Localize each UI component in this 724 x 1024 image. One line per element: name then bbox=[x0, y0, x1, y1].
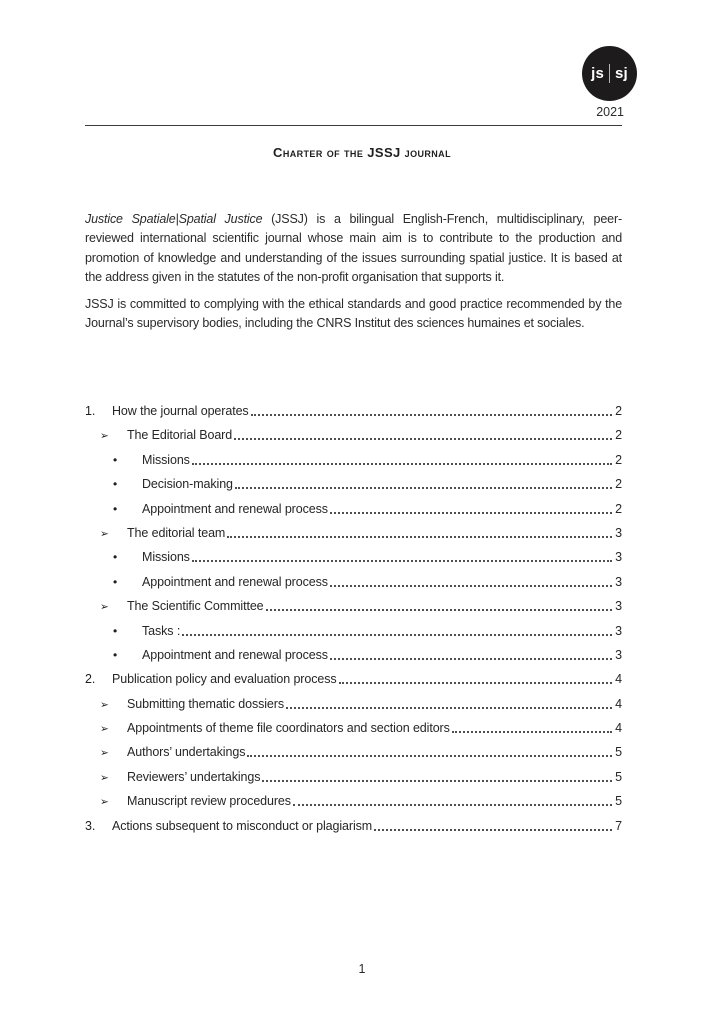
toc-entry-label: The Scientific Committee bbox=[127, 599, 264, 614]
toc-dot-leader bbox=[330, 512, 612, 514]
toc-entry-page-number: 5 bbox=[615, 769, 622, 784]
toc-entry-page-number: 3 bbox=[615, 623, 622, 638]
toc-entry-label: Appointment and renewal process bbox=[142, 501, 328, 516]
toc-entry bbox=[85, 545, 622, 569]
toc-entry-marker: • bbox=[113, 501, 118, 516]
toc-entry-label: Missions bbox=[142, 550, 190, 565]
toc-dot-leader bbox=[262, 780, 612, 782]
toc-entry-marker: • bbox=[113, 574, 118, 589]
toc-entry-marker: • bbox=[113, 452, 118, 467]
toc-entry-page-number: 7 bbox=[615, 818, 622, 833]
table-of-contents bbox=[85, 399, 622, 838]
toc-entry-page-number: 3 bbox=[615, 525, 622, 540]
toc-entry bbox=[85, 472, 622, 496]
toc-entry-page-number: 4 bbox=[615, 721, 622, 736]
toc-entry-page-number: 2 bbox=[615, 501, 622, 516]
toc-entry-label: Reviewers’ undertakings bbox=[127, 769, 261, 784]
toc-dot-leader bbox=[234, 438, 612, 440]
toc-entry bbox=[85, 667, 622, 691]
toc-entry-marker: 1. bbox=[85, 404, 96, 418]
paragraph-intro bbox=[85, 210, 622, 287]
toc-dot-leader bbox=[192, 560, 612, 562]
toc-entry-page-number: 2 bbox=[615, 428, 622, 443]
toc-dot-leader bbox=[286, 707, 612, 709]
page-title: Charter of the JSSJ journal bbox=[273, 145, 451, 160]
toc-entry bbox=[85, 594, 622, 618]
toc-entry-label: Tasks : bbox=[142, 623, 181, 638]
toc-entry-marker: ➢ bbox=[100, 601, 109, 614]
paragraph-ethics: JSSJ is committed to complying with the ethical standards and good practice recommended by the Journal’s supervisory bodies, including the CNRS Institut des sciences humaines et sociales. bbox=[85, 296, 622, 330]
toc-entry-label: Appointments of theme file coordinators and section editors bbox=[127, 721, 450, 736]
toc-entry bbox=[85, 399, 622, 423]
toc-entry-marker: • bbox=[113, 550, 118, 565]
toc-dot-leader bbox=[235, 487, 612, 489]
logo-divider bbox=[609, 64, 610, 83]
toc-dot-leader bbox=[247, 755, 612, 757]
toc-entry-marker: • bbox=[113, 623, 118, 638]
toc-entry bbox=[85, 692, 622, 716]
logo-text-right: sj bbox=[615, 65, 628, 82]
toc-entry-page-number: 2 bbox=[615, 477, 622, 492]
toc-entry-label: How the journal operates bbox=[112, 404, 249, 418]
toc-dot-leader bbox=[452, 731, 612, 733]
toc-entry bbox=[85, 789, 622, 813]
toc-entry-label: The editorial team bbox=[127, 525, 226, 540]
journal-name-italic: Justice Spatiale|Spatial Justice bbox=[85, 212, 263, 226]
toc-dot-leader bbox=[251, 414, 613, 416]
header-year: 2021 bbox=[596, 105, 624, 119]
toc-dot-leader bbox=[339, 682, 613, 684]
toc-entry-marker: 3. bbox=[85, 818, 96, 833]
logo-text-left: js bbox=[591, 65, 604, 82]
toc-entry-label: Publication policy and evaluation process bbox=[112, 672, 337, 687]
toc-entry bbox=[85, 497, 622, 521]
toc-entry-marker: • bbox=[113, 477, 118, 492]
toc-entry-page-number: 2 bbox=[615, 452, 622, 467]
toc-entry-page-number: 4 bbox=[615, 696, 622, 711]
toc-entry bbox=[85, 643, 622, 667]
jssj-logo-icon bbox=[582, 46, 637, 101]
toc-entry-page-number: 5 bbox=[615, 745, 622, 760]
toc-dot-leader bbox=[192, 463, 612, 465]
toc-entry bbox=[85, 765, 622, 789]
toc-entry bbox=[85, 814, 622, 838]
toc-entry bbox=[85, 716, 622, 740]
toc-entry bbox=[85, 448, 622, 472]
toc-entry bbox=[85, 570, 622, 594]
page-number: 1 bbox=[358, 962, 366, 976]
toc-entry-marker: ➢ bbox=[100, 771, 109, 784]
toc-entry-page-number: 5 bbox=[615, 794, 622, 809]
toc-entry bbox=[85, 521, 622, 545]
toc-dot-leader bbox=[227, 536, 612, 538]
toc-entry-label: Appointment and renewal process bbox=[142, 574, 328, 589]
toc-entry-marker: • bbox=[113, 647, 118, 662]
toc-entry-label: Submitting thematic dossiers bbox=[127, 696, 284, 711]
toc-dot-leader bbox=[374, 829, 612, 831]
toc-dot-leader bbox=[182, 634, 612, 636]
toc-entry-label: The Editorial Board bbox=[127, 428, 233, 443]
toc-entry-page-number: 3 bbox=[615, 574, 622, 589]
toc-dot-leader bbox=[293, 804, 612, 806]
toc-entry-marker: ➢ bbox=[100, 698, 109, 711]
toc-entry bbox=[85, 740, 622, 764]
toc-entry-label: Decision-making bbox=[142, 477, 233, 492]
toc-dot-leader bbox=[266, 609, 613, 611]
toc-entry-marker: ➢ bbox=[100, 796, 109, 809]
toc-entry-marker: 2. bbox=[85, 672, 96, 687]
toc-entry-label: Actions subsequent to misconduct or plagiarism bbox=[112, 818, 373, 833]
body-text bbox=[85, 210, 622, 341]
toc-entry-page-number: 4 bbox=[615, 672, 622, 687]
toc-entry bbox=[85, 423, 622, 447]
toc-entry-page-number: 3 bbox=[615, 550, 622, 565]
toc-entry-marker: ➢ bbox=[100, 430, 109, 443]
toc-dot-leader bbox=[330, 658, 612, 660]
toc-entry-label: Authors’ undertakings bbox=[127, 745, 246, 760]
paragraph-intro-text: (JSSJ) is a bilingual English-French, multidisciplinary, peer-reviewed international scientific journal whose main aim is to contribute to the production and promotion of knowledge and understanding of the issues surrounding spatial justice. It is based at the address given in the statutes of the non-profit organisation that supports it. bbox=[85, 212, 622, 284]
header-rule bbox=[85, 125, 622, 126]
toc-entry-marker: ➢ bbox=[100, 747, 109, 760]
toc-dot-leader bbox=[330, 585, 612, 587]
toc-entry-marker: ➢ bbox=[100, 723, 109, 736]
toc-entry-marker: ➢ bbox=[100, 527, 109, 540]
toc-entry-page-number: 3 bbox=[615, 599, 622, 614]
toc-entry bbox=[85, 619, 622, 643]
toc-entry-label: Missions bbox=[142, 452, 190, 467]
toc-entry-label: Appointment and renewal process bbox=[142, 647, 328, 662]
toc-entry-page-number: 3 bbox=[615, 647, 622, 662]
toc-entry-label: Manuscript review procedures bbox=[127, 794, 291, 809]
toc-entry-page-number: 2 bbox=[615, 404, 622, 418]
